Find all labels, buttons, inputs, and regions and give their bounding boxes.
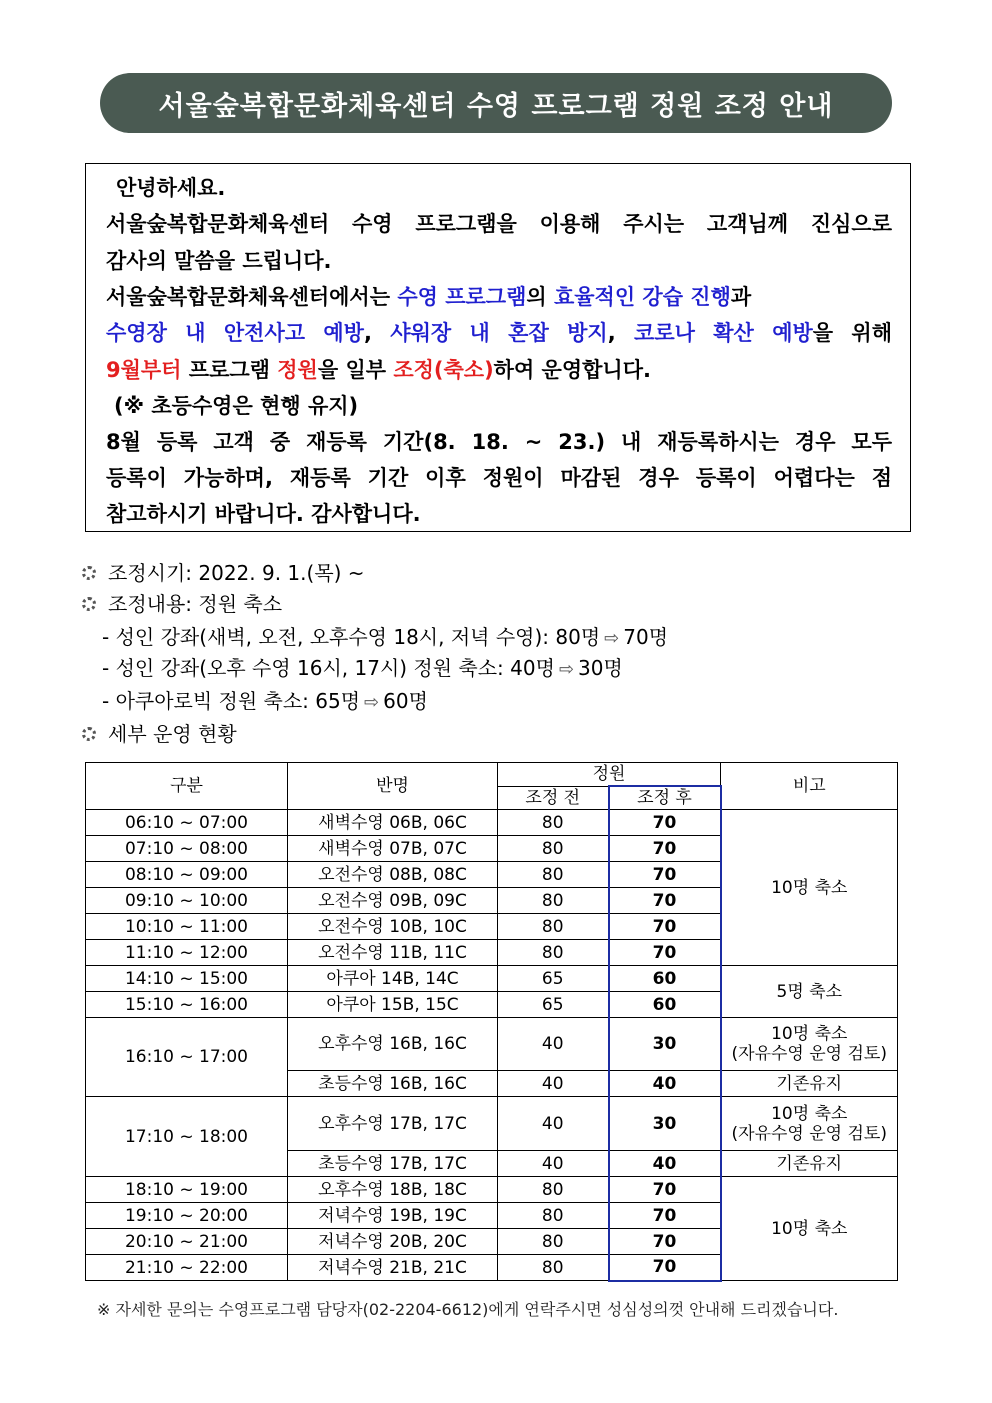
arrow-right-icon: ⇨ [364,692,380,713]
bullet-text: 조정내용: 정원 축소 [108,592,283,616]
bullet-content [82,591,282,617]
sub-bullet-adult [102,624,668,652]
cell-before: 40 [498,1097,609,1151]
highlight-blue: 수영장 내 안전사고 예방 [106,321,364,345]
cell-note: 기존유지 [721,1071,898,1097]
table-row [86,1018,898,1071]
cell-time: 18:10 ~ 19:00 [86,1177,288,1203]
cell-class: 초등수영 17B, 17C [288,1151,498,1177]
cell-time: 11:10 ~ 12:00 [86,940,288,966]
highlight-blue: 수영 프로그램 [397,285,527,309]
notice-line-4 [106,319,892,347]
table-row [86,810,898,836]
sub-bullet-value: 60명 [383,689,428,713]
bullet-detail [82,721,237,747]
cell-time: 14:10 ~ 15:00 [86,966,288,992]
arrow-right-icon: ⇨ [604,628,620,649]
table-header-row [86,763,898,787]
cell-time: 20:10 ~ 21:00 [86,1229,288,1255]
cell-before: 40 [498,1071,609,1097]
cell-note [721,1018,898,1071]
cell-class: 오후수영 18B, 18C [288,1177,498,1203]
notice-line-1: 서울숲복합문화체육센터 수영 프로그램을 이용해 주시는 고객님께 진심으로 [106,212,893,236]
table-row [86,1177,898,1203]
cell-after: 70 [609,914,721,940]
cell-time: 09:10 ~ 10:00 [86,888,288,914]
highlight-blue: 효율적인 강습 진행 [553,285,731,309]
cell-after: 70 [609,940,721,966]
header-after: 조정 후 [609,786,721,810]
cell-time: 08:10 ~ 09:00 [86,862,288,888]
cell-time: 17:10 ~ 18:00 [86,1097,288,1177]
sun-bullet-icon [82,566,96,580]
cell-after: 70 [609,888,721,914]
cell-note: 기존유지 [721,1151,898,1177]
schedule-table [85,762,898,1282]
footer-contact-note: ※ 자세한 문의는 수영프로그램 담당자(02-2204-6612)에게 연락주시면 성심성의껏 안내해 드리겠습니다. [97,1300,839,1319]
cell-before: 80 [498,914,609,940]
cell-note [721,1097,898,1151]
cell-before: 80 [498,1255,609,1281]
sub-bullet-value: 30명 [578,656,623,680]
bullet-period [82,560,365,586]
cell-class: 아쿠아 15B, 15C [288,992,498,1018]
cell-note: 10명 축소 [721,1177,898,1281]
cell-class: 아쿠아 14B, 14C [288,966,498,992]
cell-class: 오후수영 16B, 16C [288,1018,498,1071]
text: 하여 운영합니다. [493,358,651,382]
cell-after: 30 [609,1018,721,1071]
note-line: (자유수영 운영 검토) [731,1123,887,1144]
text: 의 [526,285,554,309]
notice-line-8: 등록이 가능하며, 재등록 기간 이후 정원이 마감된 경우 등록이 어렵다는 점 [106,466,892,490]
cell-time: 21:10 ~ 22:00 [86,1255,288,1281]
highlight-red: 정원 [277,358,318,382]
text: 을 일부 [317,358,394,382]
text: 서울숲복합문화체육센터에서는 [106,285,398,309]
cell-class: 저녁수영 20B, 20C [288,1229,498,1255]
cell-class: 저녁수영 21B, 21C [288,1255,498,1281]
header-before: 조정 전 [498,786,609,810]
cell-class: 저녁수영 19B, 19C [288,1203,498,1229]
cell-class: 오후수영 17B, 17C [288,1097,498,1151]
sub-bullet-value: 70명 [623,625,669,649]
cell-time: 16:10 ~ 17:00 [86,1018,288,1097]
sub-bullet-text: - 아쿠아로빅 정원 축소: 65명 [102,689,361,713]
notice-box [85,163,911,532]
notice-line-9: 참고하시기 바랍니다. 감사합니다. [106,502,421,526]
cell-after: 70 [609,836,721,862]
cell-time: 19:10 ~ 20:00 [86,1203,288,1229]
text: , [363,321,391,345]
arrow-right-icon: ⇨ [558,659,575,680]
sun-bullet-icon [82,597,96,611]
cell-after: 40 [609,1071,721,1097]
cell-time: 07:10 ~ 08:00 [86,836,288,862]
cell-time: 10:10 ~ 11:00 [86,914,288,940]
notice-line-7: 8월 등록 고객 중 재등록 기간(8. 18. ~ 23.) 내 재등록하시는 경우 모두 [106,430,892,454]
sub-bullet-afternoon [102,655,623,683]
cell-time: 15:10 ~ 16:00 [86,992,288,1018]
page-title [100,73,892,133]
cell-class: 오전수영 09B, 09C [288,888,498,914]
highlight-blue: 샤워장 내 혼잡 방지 [390,321,608,345]
bullet-text: 조정시기: 2022. 9. 1.(목) ~ [108,561,365,585]
cell-class: 오전수영 11B, 11C [288,940,498,966]
cell-before: 65 [498,992,609,1018]
cell-before: 80 [498,810,609,836]
cell-note: 10명 축소 [721,810,898,966]
cell-after: 70 [609,1203,721,1229]
cell-note: 5명 축소 [721,966,898,1018]
note-line: 10명 축소 [771,1024,848,1044]
notice-line-5 [106,356,892,384]
cell-before: 80 [498,836,609,862]
note-line: 10명 축소 [771,1103,848,1124]
cell-before: 80 [498,1203,609,1229]
text: , [607,321,635,345]
cell-class: 새벽수영 07B, 07C [288,836,498,862]
table-row [86,966,898,992]
cell-after: 40 [609,1151,721,1177]
highlight-red: 조정(축소) [393,358,494,382]
notice-line-3 [106,283,892,311]
text: 프로그램 [181,358,278,382]
cell-after: 70 [609,862,721,888]
text: 과 [730,285,752,309]
sun-bullet-icon [82,727,96,741]
header-division: 구분 [86,763,288,810]
cell-class: 새벽수영 06B, 06C [288,810,498,836]
cell-class: 오전수영 10B, 10C [288,914,498,940]
sub-bullet-aqua [102,688,428,716]
cell-before: 80 [498,1177,609,1203]
cell-after: 60 [609,966,721,992]
cell-after: 30 [609,1097,721,1151]
notice-line-2: 감사의 말씀을 드립니다. [106,249,332,273]
header-class: 반명 [288,763,498,810]
cell-class: 초등수영 16B, 16C [288,1071,498,1097]
cell-class: 오전수영 08B, 08C [288,862,498,888]
cell-before: 80 [498,888,609,914]
table-row [86,1097,898,1151]
note-line: (자유수영 운영 검토) [731,1044,887,1064]
page-title-text: 서울숲복합문화체육센터 수영 프로그램 정원 조정 안내 [158,90,834,122]
cell-before: 80 [498,1229,609,1255]
bullet-text: 세부 운영 현황 [108,722,237,746]
header-capacity: 정원 [498,763,721,787]
header-note: 비고 [721,763,898,810]
cell-before: 80 [498,862,609,888]
sub-bullet-text: - 성인 강좌(새벽, 오전, 오후수영 18시, 저녁 수영): 80명 [102,625,601,649]
cell-time: 06:10 ~ 07:00 [86,810,288,836]
highlight-blue: 코로나 확산 예방 [634,321,813,345]
cell-before: 40 [498,1018,609,1071]
cell-after: 70 [609,810,721,836]
text: 을 위해 [812,321,892,345]
cell-before: 80 [498,940,609,966]
sub-bullet-text: - 성인 강좌(오후 수영 16시, 17시) 정원 축소: 40명 [102,656,555,680]
cell-after: 70 [609,1177,721,1203]
cell-before: 65 [498,966,609,992]
cell-after: 60 [609,992,721,1018]
notice-line-6: (※ 초등수영은 현행 유지) [114,394,359,418]
notice-greeting: 안녕하세요. [116,176,226,200]
cell-before: 40 [498,1151,609,1177]
cell-after: 70 [609,1255,721,1281]
cell-after: 70 [609,1229,721,1255]
highlight-red: 9월부터 [106,358,182,382]
